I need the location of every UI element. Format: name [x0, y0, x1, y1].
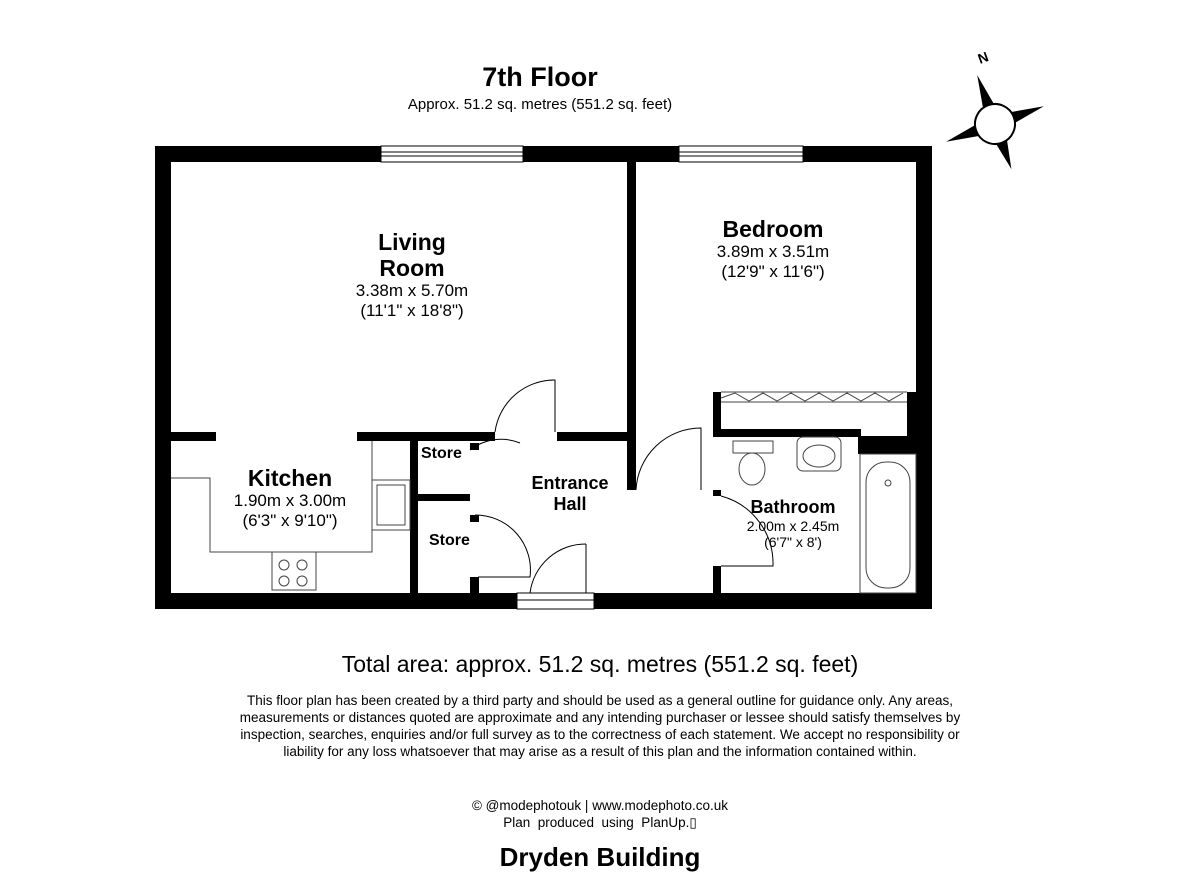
- bathroom-dim-metric: 2.00m x 2.45m: [746, 518, 840, 534]
- total-area: Total area: approx. 51.2 sq. metres (551.2 sq. feet): [341, 651, 859, 677]
- bathroom-label: [723, 497, 863, 550]
- living-room-name-line1: Living: [378, 229, 446, 255]
- compass-icon: [928, 57, 1060, 187]
- kitchen-dim-metric: 1.90m x 3.00m: [233, 491, 347, 510]
- kitchen-name: Kitchen: [247, 465, 333, 491]
- entrance-door: [517, 544, 594, 609]
- entrance-hall-name-line2: Hall: [553, 494, 587, 514]
- bathroom-dim-imperial: (6'7" x 8'): [764, 534, 822, 550]
- bedroom-dim-metric: 3.89m x 3.51m: [716, 242, 830, 261]
- bath-icon: [860, 454, 916, 593]
- store-lower-name: Store: [429, 532, 470, 549]
- credit-block: [350, 797, 850, 831]
- toilet-icon: [733, 441, 773, 485]
- building-name: Dryden Building: [499, 842, 701, 872]
- basin-icon: [797, 437, 841, 471]
- living-room-label: [312, 229, 512, 321]
- wardrobe: [721, 392, 907, 402]
- kitchen-label: [190, 465, 390, 531]
- bedroom-label: [673, 216, 873, 282]
- bedroom-dim-imperial: (12'9" x 11'6"): [721, 262, 825, 281]
- living-room-dim-metric: 3.38m x 5.70m: [355, 281, 469, 300]
- kitchen-dim-imperial: (6'3" x 9'10"): [242, 511, 338, 530]
- disclaimer-text: This floor plan has been created by a third party and should be used as a general outline for guidance only. Any areas, measurements or distances quoted are approximate and any intending purchaser or lessee should satisfy themselves by inspection, searches, enquiries and/or full survey as to the correctness of each statement. We accept no responsibility or liability for any loss whatsoever that may arise as a result of this plan and the information contained within.: [239, 693, 961, 759]
- entrance-hall-name-line1: Entrance: [531, 473, 609, 493]
- floor-area-subtitle: Approx. 51.2 sq. metres (551.2 sq. feet): [407, 96, 673, 113]
- entrance-hall-label: [500, 473, 640, 515]
- living-room-name-line2: Room: [379, 255, 445, 281]
- credit-line-2: Plan produced using PlanUp.▯: [503, 815, 697, 830]
- credit-line-1: © @modephotouk | www.modephoto.co.uk: [471, 798, 729, 813]
- window-living-room: [381, 146, 523, 162]
- bathroom-name: Bathroom: [750, 497, 836, 517]
- compass-north-label: N: [975, 48, 991, 67]
- window-bedroom: [679, 146, 803, 162]
- bedroom-name: Bedroom: [722, 216, 824, 242]
- store-upper-name: Store: [421, 445, 462, 462]
- hob-icon: [279, 560, 307, 586]
- living-room-dim-imperial: (11'1" x 18'8"): [360, 301, 464, 320]
- floor-title: 7th Floor: [482, 62, 598, 92]
